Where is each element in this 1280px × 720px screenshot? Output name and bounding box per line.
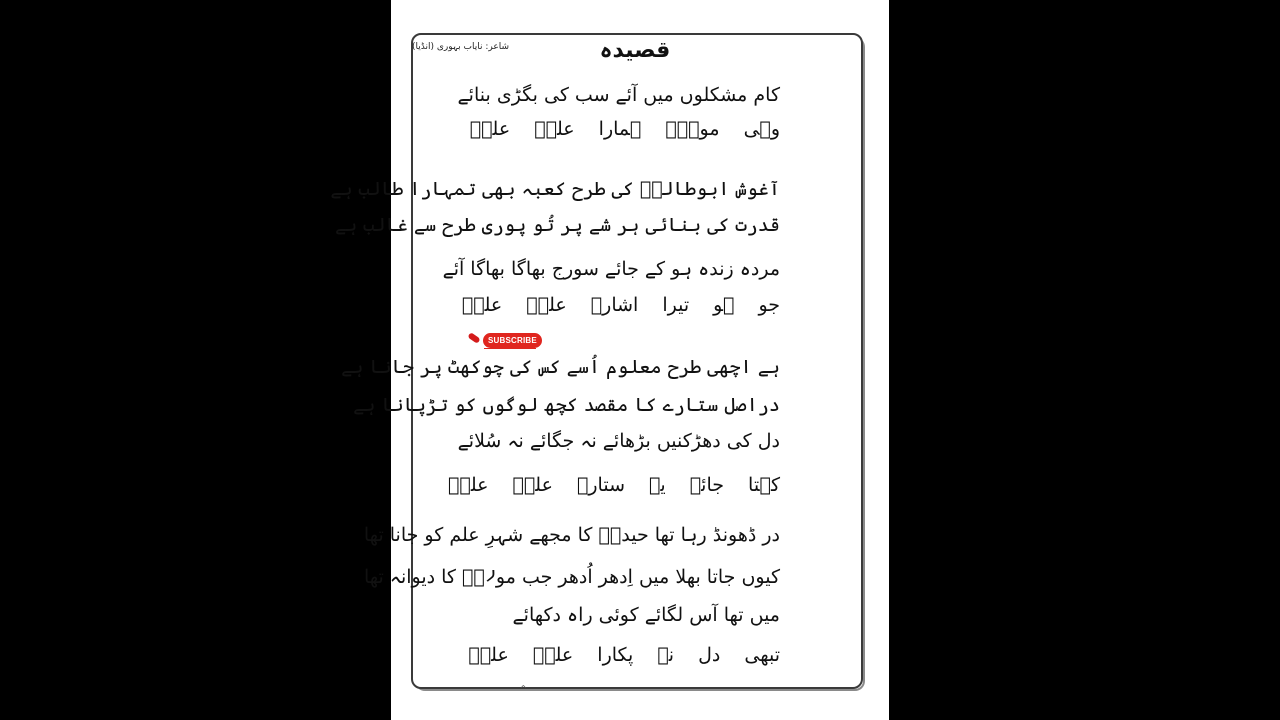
poem-line: مردہ زندہ ہو کے جائے سورج بھاگا بھاگا آئے [442, 258, 780, 280]
poem-line: در ڈھونڈ رہا تھا حیدرؑ کا مجھے شہرِ علم کو جانا تھا [363, 524, 780, 546]
poem-line: میں تھا آس لگائے کوئی راہ دکھائے [512, 604, 780, 626]
poem-refrain: کہتا جائے یہ ستارہ علیؑ علیؑ [448, 474, 780, 496]
poem-refrain: جو ہو تیرا اشارہ علیؑ علیؑ [461, 294, 780, 316]
pointer-hand-icon [466, 332, 482, 348]
poem-line: ہے اچھی طرح معلوم اُسے کس کی چوکھٹ پر جانا ہے [341, 356, 780, 378]
poem-title: قصیدہ [599, 38, 671, 63]
poem-refrain: وہی مولاؑ ہمارا علیؑ علیؑ [469, 118, 780, 140]
poem-line: قدرت کی بنائی ہر شے پر تُو پوری طرح سے غالب ہے [335, 214, 780, 236]
subscribe-underline [484, 348, 536, 349]
page-mark: ^ [520, 684, 527, 693]
poem-refrain: تبھی دل نے پکارا علیؑ علیؑ [468, 644, 780, 666]
poem-line: آغوش ابوطالبؑ کی طرح کعبہ بھی تمہارا طالب ہے [330, 178, 780, 200]
subscribe-label: SUBSCRIBE [483, 333, 542, 348]
poem-line: دل کی دھڑکنیں بڑھائے نہ جگائے نہ سُلائے [457, 430, 780, 452]
poem-line: کیوں جاتا بھلا میں اِدھر اُدھر جب مولاؑ کا دیوانہ تھا [363, 566, 780, 588]
subscribe-button[interactable] [466, 331, 542, 349]
poem-line: دراصل ستارے کا مقصد کچھ لوگوں کو تڑپانا ہے [353, 394, 780, 416]
poet-credit: شاعر: نایاب بہوری (انڈیا) [412, 42, 510, 52]
poem-line: کام مشکلوں میں آئے سب کی بگڑی بنائے [457, 84, 780, 106]
